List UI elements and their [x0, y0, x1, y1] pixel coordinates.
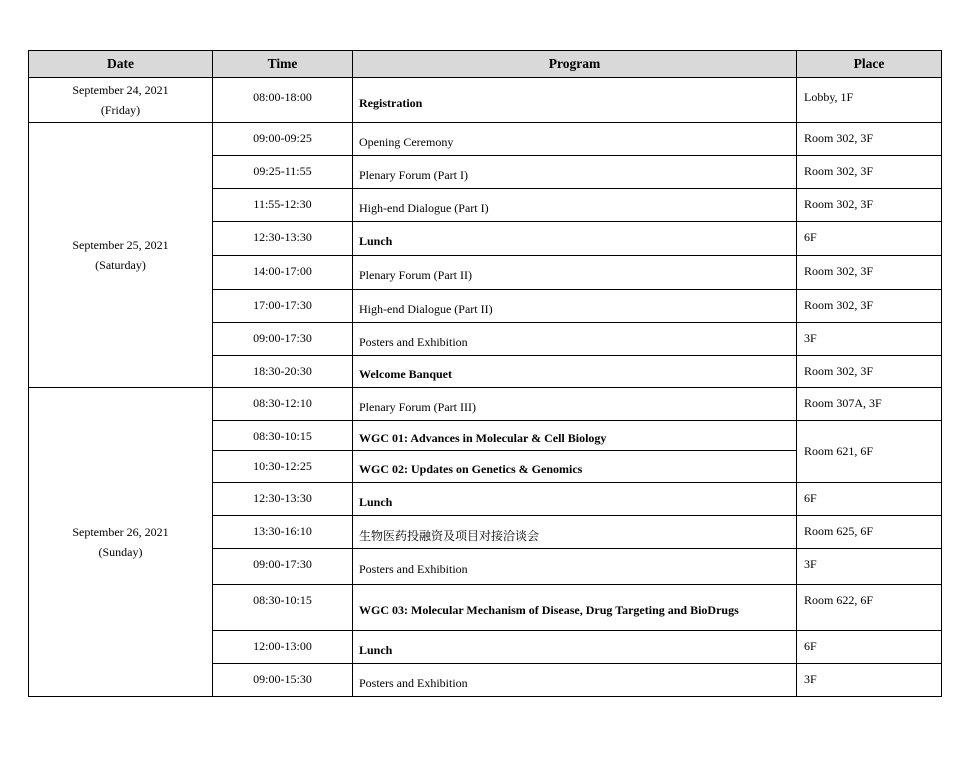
time-cell: 11:55-12:30 — [213, 189, 353, 222]
header-time: Time — [213, 51, 353, 78]
date-cell-day3 — [29, 388, 213, 697]
time-cell: 09:00-15:30 — [213, 664, 353, 697]
time-cell: 09:25-11:55 — [213, 156, 353, 189]
program-cell: WGC 01: Advances in Molecular & Cell Biology — [353, 421, 797, 451]
program-cell: Plenary Forum (Part I) — [353, 156, 797, 189]
place-cell: 3F — [797, 664, 942, 697]
place-cell: Room 622, 6F — [797, 585, 942, 631]
place-cell: Room 307A, 3F — [797, 388, 942, 421]
time-cell: 09:00-09:25 — [213, 123, 353, 156]
program-cell: WGC 02: Updates on Genetics & Genomics — [353, 451, 797, 483]
place-cell: Room 302, 3F — [797, 356, 942, 388]
time-cell: 14:00-17:00 — [213, 256, 353, 290]
table-row — [29, 388, 942, 421]
time-cell: 08:30-10:15 — [213, 585, 353, 631]
place-cell: 6F — [797, 483, 942, 516]
program-cell: Lunch — [353, 631, 797, 664]
date-text: September 24, 2021 — [72, 83, 169, 97]
header-program: Program — [353, 51, 797, 78]
place-cell: Room 302, 3F — [797, 290, 942, 323]
program-cell: Registration — [353, 78, 797, 123]
time-cell: 09:00-17:30 — [213, 549, 353, 585]
place-cell: Room 302, 3F — [797, 256, 942, 290]
program-cell: WGC 03: Molecular Mechanism of Disease, Drug Targeting and BioDrugs — [353, 585, 797, 631]
date-text: September 26, 2021 — [72, 525, 169, 539]
time-cell: 10:30-12:25 — [213, 451, 353, 483]
date-cell-day1 — [29, 78, 213, 123]
program-cell: Posters and Exhibition — [353, 323, 797, 356]
time-cell: 12:30-13:30 — [213, 483, 353, 516]
program-cell: Lunch — [353, 483, 797, 516]
table-row — [29, 123, 942, 156]
header-place: Place — [797, 51, 942, 78]
place-cell: Room 621, 6F — [797, 421, 942, 483]
table-row — [29, 78, 942, 123]
place-cell: Room 302, 3F — [797, 123, 942, 156]
program-cell: Posters and Exhibition — [353, 664, 797, 697]
weekday-text: (Sunday) — [98, 545, 143, 559]
program-cell: Lunch — [353, 222, 797, 256]
time-cell: 17:00-17:30 — [213, 290, 353, 323]
program-cell: High-end Dialogue (Part I) — [353, 189, 797, 222]
time-cell: 13:30-16:10 — [213, 516, 353, 549]
program-cell: 生物医药投融资及项目对接洽谈会 — [353, 516, 797, 549]
weekday-text: (Friday) — [100, 103, 141, 117]
place-cell: Lobby, 1F — [797, 78, 942, 123]
place-cell: 6F — [797, 222, 942, 256]
place-cell: 3F — [797, 323, 942, 356]
date-cell-day2 — [29, 123, 213, 388]
place-cell: Room 302, 3F — [797, 189, 942, 222]
date-text: September 25, 2021 — [72, 238, 169, 252]
place-cell: 3F — [797, 549, 942, 585]
place-cell: Room 625, 6F — [797, 516, 942, 549]
program-cell: High-end Dialogue (Part II) — [353, 290, 797, 323]
time-cell: 08:30-12:10 — [213, 388, 353, 421]
program-cell: Plenary Forum (Part II) — [353, 256, 797, 290]
program-cell: Plenary Forum (Part III) — [353, 388, 797, 421]
time-cell: 09:00-17:30 — [213, 323, 353, 356]
time-cell: 18:30-20:30 — [213, 356, 353, 388]
schedule-table — [28, 50, 942, 697]
place-cell: Room 302, 3F — [797, 156, 942, 189]
place-cell: 6F — [797, 631, 942, 664]
time-cell: 08:30-10:15 — [213, 421, 353, 451]
time-cell: 08:00-18:00 — [213, 78, 353, 123]
program-cell: Welcome Banquet — [353, 356, 797, 388]
program-cell: Posters and Exhibition — [353, 549, 797, 585]
header-date: Date — [29, 51, 213, 78]
weekday-text: (Saturday) — [95, 258, 146, 272]
time-cell: 12:30-13:30 — [213, 222, 353, 256]
header-row — [29, 51, 942, 78]
program-cell: Opening Ceremony — [353, 123, 797, 156]
time-cell: 12:00-13:00 — [213, 631, 353, 664]
